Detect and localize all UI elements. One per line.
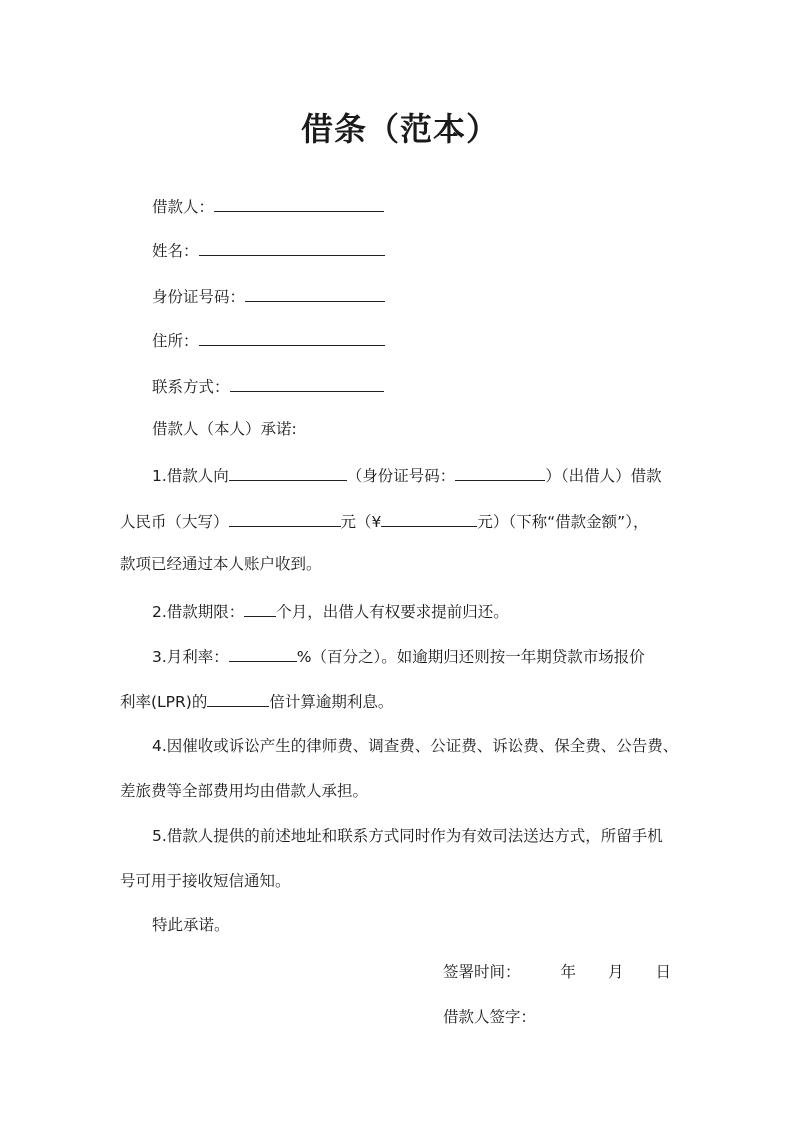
lender-name-blank[interactable] [229, 463, 347, 481]
amount-words-blank[interactable] [229, 509, 341, 527]
clause-2-text-a: 2.借款期限： [152, 603, 245, 621]
amount-number-blank[interactable] [381, 509, 477, 527]
signing-date [443, 960, 671, 982]
clause-1-line-1 [152, 463, 662, 487]
field-contact-label: 联系方式： [152, 378, 230, 396]
signing-day-label: 日 [655, 963, 672, 981]
field-id-number-blank[interactable] [245, 284, 385, 302]
clause-1-text-b: （身份证号码： [346, 467, 456, 485]
clause-1-text-a: 1.借款人向 [152, 467, 229, 485]
field-address-label: 住所： [152, 332, 199, 350]
loan-term-blank[interactable] [244, 599, 276, 617]
field-borrower-label: 借款人： [152, 198, 215, 216]
clause-3-line-1 [152, 644, 645, 668]
signing-date-label: 签署时间： [443, 963, 521, 981]
field-contact-blank[interactable] [230, 374, 384, 392]
document-title: 借条（范本） [300, 110, 499, 148]
clause-2 [152, 599, 509, 623]
field-name-label: 姓名： [152, 242, 199, 260]
clause-1-line-3: 款项已经通过本人账户收到。 [120, 555, 322, 573]
signing-month-label: 月 [608, 963, 624, 981]
closing-statement: 特此承诺。 [152, 916, 230, 934]
field-name-blank[interactable] [199, 238, 385, 256]
clause-4-line-1: 4.因催收或诉讼产生的律师费、调查费、公证费、诉讼费、保全费、公告费、 [152, 737, 679, 755]
field-contact [152, 374, 384, 398]
field-borrower-blank[interactable] [214, 194, 384, 212]
clause-3-text-c: 利率(LPR)的 [120, 693, 208, 711]
signer-line [443, 1005, 536, 1027]
signer-label: 借款人签字： [443, 1008, 537, 1026]
lender-id-blank[interactable] [455, 463, 545, 481]
promise-heading: 借款人（本人）承诺: [152, 420, 297, 438]
clause-3-line-2 [120, 689, 393, 713]
field-name [152, 238, 385, 262]
clause-3-text-d: 倍计算逾期利息。 [269, 693, 394, 711]
clause-2-text-b: 个月，出借人有权要求提前归还。 [276, 603, 509, 621]
signing-year-label: 年 [560, 963, 577, 981]
clause-1-text-f: 元）（下称“借款金额”）， [477, 513, 649, 531]
clause-1-text-d: 人民币（大写） [120, 513, 229, 531]
clause-5-line-1: 5.借款人提供的前述地址和联系方式同时作为有效司法送达方式，所留手机 [152, 827, 663, 845]
clause-1-text-e: 元（¥ [340, 513, 382, 531]
field-address-blank[interactable] [199, 328, 385, 346]
field-address [152, 328, 385, 352]
clause-1-text-c: ）（出借人）借款 [545, 467, 662, 485]
field-borrower [152, 194, 384, 218]
clause-4-line-2: 差旅费等全部费用均由借款人承担。 [120, 782, 369, 800]
clause-3-text-a: 3.月利率： [152, 648, 229, 666]
field-id-number [152, 284, 385, 308]
clause-5-line-2: 号可用于接收短信通知。 [120, 872, 291, 890]
overdue-multiple-blank[interactable] [207, 689, 269, 707]
clause-3-text-b: %（百分之）。如逾期归还则按一年期贷款市场报价 [296, 648, 645, 666]
monthly-rate-blank[interactable] [229, 644, 297, 662]
clause-1-line-2 [120, 509, 648, 533]
field-id-number-label: 身份证号码： [152, 288, 246, 306]
